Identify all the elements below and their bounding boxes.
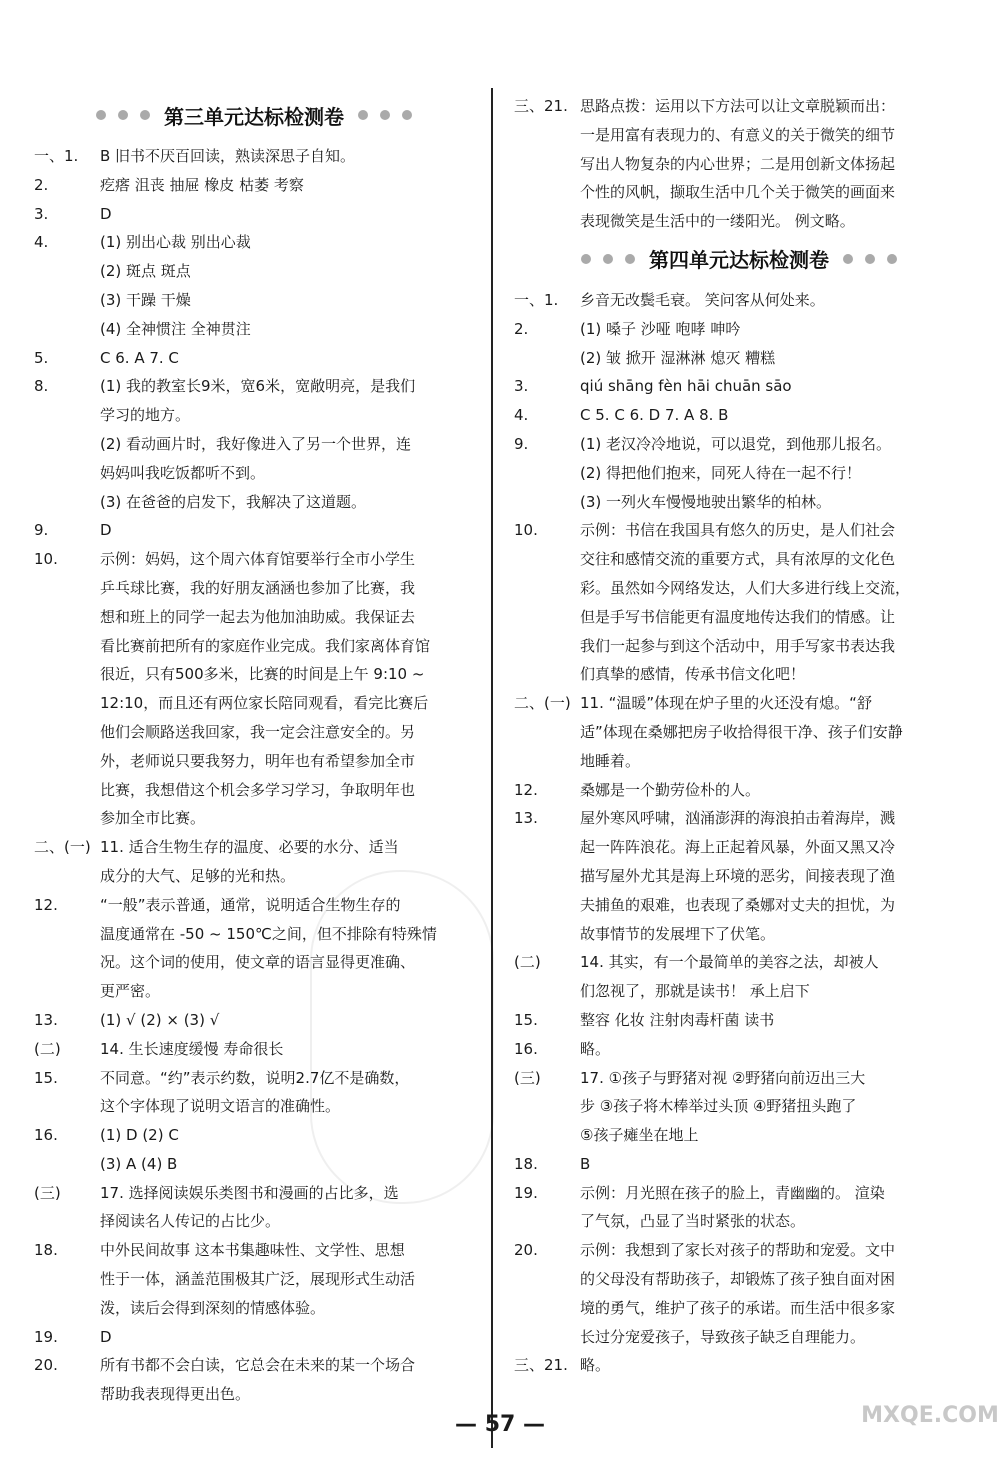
item-number: 10. <box>514 521 538 540</box>
answer-line <box>514 603 964 632</box>
answer-line <box>34 286 474 315</box>
answer-text: 择阅读名人传记的占比少。 <box>100 1212 281 1231</box>
answer-text: “一般”表示普通，通常，说明适合生物生存的 <box>100 895 401 914</box>
answer-list <box>34 142 474 1409</box>
answer-line <box>34 776 474 805</box>
answer-text: 性于一体，涵盖范围极其广泛，展现形式生动活 <box>100 1270 416 1289</box>
answer-text: 步 ③孩子将木棒举过头顶 ④野猪扭头跑了 <box>580 1097 857 1116</box>
item-number: 18. <box>514 1154 538 1173</box>
answer-text: 学习的地方。 <box>100 406 191 425</box>
answer-text: 14. 生长速度缓慢 寿命很长 <box>100 1039 284 1058</box>
answer-line <box>34 920 474 949</box>
left-column <box>34 92 474 1409</box>
answer-line <box>514 1351 964 1380</box>
answer-text: 12:10，而且还有两位家长陪同观看，看完比赛后 <box>100 694 429 713</box>
answer-text: (2) 看动画片时，我好像进入了另一个世界，连 <box>100 434 412 453</box>
answer-text: 但是手写书信能更有温度地传达我们的情感。让 <box>580 607 896 626</box>
answer-line <box>514 121 964 150</box>
answer-text: 参加全市比赛。 <box>100 809 206 828</box>
item-number: 9. <box>34 521 49 540</box>
answer-text: 写出人物复杂的内心世界；二是用创新文体扬起 <box>580 154 896 173</box>
answer-text: 夫捕鱼的艰难，也表现了桑娜对丈夫的担忧，为 <box>580 895 896 914</box>
title-dots-right <box>843 254 897 264</box>
answer-text: (1) 嗓子 沙哑 咆哮 呻吟 <box>580 319 741 338</box>
answer-line <box>514 372 964 401</box>
answer-text: 很近，只有500多米，比赛的时间是上午 9:10 ~ <box>100 665 425 684</box>
answer-text: 整容 化妆 注射肉毒杆菌 读书 <box>580 1010 775 1029</box>
answer-line <box>514 401 964 430</box>
answer-text: ⑤孩子瘫坐在地上 <box>580 1126 699 1145</box>
answer-line <box>514 488 964 517</box>
section-title <box>34 94 474 136</box>
answer-line <box>514 1265 964 1294</box>
answer-text: (1) √ (2) × (3) √ <box>100 1010 220 1029</box>
item-number: 4. <box>34 233 49 252</box>
answer-text: 故事情节的发展埋下了伏笔。 <box>580 924 776 943</box>
answer-text: 14. 其实，有一个最简单的美容之法，却被人 <box>580 953 879 972</box>
answer-text: 11. “温暖”体现在炉子里的火还没有熄。“舒 <box>580 694 872 713</box>
answer-text: 思路点拨：运用以下方法可以让文章脱颖而出： <box>580 97 896 115</box>
answer-text: 乒乓球比赛，我的好朋友涵涵也参加了比赛，我 <box>100 578 416 597</box>
answer-text: 况。这个词的使用，使文章的语言显得更准确、 <box>100 953 416 972</box>
answer-line <box>34 1351 474 1380</box>
answer-text: 彩。虽然如今网络发达，人们大多进行线上交流， <box>580 578 911 597</box>
item-number: 一、1. <box>514 290 559 309</box>
answer-line <box>514 1207 964 1236</box>
answer-line <box>34 430 474 459</box>
item-number: (三) <box>514 1068 541 1087</box>
answer-text: 看比赛前把所有的家庭作业完成。我们家离体育馆 <box>100 636 431 655</box>
answer-line <box>34 1150 474 1179</box>
answer-line <box>514 1236 964 1265</box>
answer-text: 他们会顺路送我回家，我一定会注意安全的。另 <box>100 722 416 741</box>
item-number: 16. <box>34 1126 58 1145</box>
item-number: 19. <box>34 1327 58 1346</box>
answer-text: 11. 适合生物生存的温度、必要的水分、适当 <box>100 838 399 857</box>
answer-line <box>514 516 964 545</box>
answer-line <box>34 1380 474 1409</box>
item-number: 三、21. <box>514 1356 568 1375</box>
item-number: 8. <box>34 377 49 396</box>
answer-line <box>34 977 474 1006</box>
answer-text: 个性的风帆，撷取生活中几个关于微笑的画面来 <box>580 183 896 202</box>
answer-line <box>34 747 474 776</box>
answer-line <box>514 689 964 718</box>
answer-line <box>514 459 964 488</box>
answer-text: B <box>580 1154 591 1173</box>
answer-line <box>34 401 474 430</box>
answer-text: 成分的大气、足够的光和热。 <box>100 866 296 885</box>
item-number: 9. <box>514 434 529 453</box>
answer-line <box>34 804 474 833</box>
unit3-title: 第三单元达标检测卷 <box>164 104 344 129</box>
answer-line <box>34 315 474 344</box>
answer-line <box>34 603 474 632</box>
answer-line <box>34 1265 474 1294</box>
answer-line <box>34 372 474 401</box>
answer-line <box>34 1179 474 1208</box>
answer-line <box>514 1064 964 1093</box>
answer-text: 这个字体现了说明文语言的准确性。 <box>100 1097 341 1116</box>
answer-line <box>34 1294 474 1323</box>
answer-text: 妈妈叫我吃饭都听不到。 <box>100 463 266 482</box>
answer-line <box>34 689 474 718</box>
answer-text: 们忽视了，那就是读书！ 承上启下 <box>580 982 810 1001</box>
answer-text: 示例：我想到了家长对孩子的帮助和宠爱。文中 <box>580 1241 896 1260</box>
answer-text: 17. 选择阅读娱乐类图书和漫画的占比多，选 <box>100 1183 399 1202</box>
answer-text: 乡音无改鬓毛衰。 笑问客从何处来。 <box>580 290 825 309</box>
item-number: 20. <box>34 1356 58 1375</box>
answer-line <box>34 948 474 977</box>
watermark-logo: MXQE.COM <box>861 1403 999 1428</box>
answer-line <box>514 430 964 459</box>
answer-line <box>34 660 474 689</box>
answer-text: 所有书都不会白读，它总会在未来的某一个场合 <box>100 1356 416 1375</box>
answer-text: D <box>100 1327 112 1346</box>
answer-line <box>34 200 474 229</box>
answer-line <box>514 920 964 949</box>
answer-text: 了气氛，凸显了当时紧张的状态。 <box>580 1212 806 1231</box>
answer-text: 17. ①孩子与野猪对视 ②野猪向前迈出三大 <box>580 1068 866 1087</box>
unit4-title: 第四单元达标检测卷 <box>649 248 829 273</box>
answer-line <box>514 977 964 1006</box>
answer-text: (1) 别出心裁 别出心裁 <box>100 233 251 252</box>
answer-line <box>514 92 964 121</box>
answer-line <box>34 1006 474 1035</box>
answer-text: 我们一起参与到这个活动中，用手写家书表达我 <box>580 636 896 655</box>
answer-line <box>514 1179 964 1208</box>
answer-line <box>34 516 474 545</box>
answer-line <box>34 718 474 747</box>
item-number: 4. <box>514 406 529 425</box>
answer-line <box>514 1092 964 1121</box>
answer-text: D <box>100 521 112 540</box>
answer-line <box>514 718 964 747</box>
answer-text: 一是用富有表现力的、有意义的关于微笑的细节 <box>580 125 896 144</box>
answer-line <box>514 948 964 977</box>
answer-text: (2) 得把他们抱来，同死人待在一起不行！ <box>580 463 862 482</box>
answer-line <box>514 1294 964 1323</box>
item-number: 3. <box>514 377 529 396</box>
answer-line <box>34 257 474 286</box>
item-number: 20. <box>514 1241 538 1260</box>
answer-text: 示例：妈妈，这个周六体育馆要举行全市小学生 <box>100 550 416 569</box>
item-number: 15. <box>514 1010 538 1029</box>
item-number: 3. <box>34 204 49 223</box>
answer-line <box>514 833 964 862</box>
answer-text: 适”体现在桑娜把房子收拾得很干净、孩子们安静 <box>580 722 903 741</box>
item-number: 13. <box>514 809 538 828</box>
item-number: 13. <box>34 1010 58 1029</box>
answer-text: 中外民间故事 这本书集趣味性、文学性、思想 <box>100 1241 405 1260</box>
answer-text: 起一阵阵浪花。海上正起着风暴，外面又黑又冷 <box>580 838 896 857</box>
item-number: 一、1. <box>34 147 79 165</box>
item-number: 15. <box>34 1068 58 1087</box>
answer-line <box>34 228 474 257</box>
answer-text: 交往和感情交流的重要方式，具有浓厚的文化色 <box>580 550 896 569</box>
answer-text: (1) 我的教室长9米，宽6米，宽敞明亮，是我们 <box>100 377 416 396</box>
answer-text: 略。 <box>580 1039 611 1058</box>
column-divider <box>491 88 493 1448</box>
item-number: 12. <box>514 780 538 799</box>
answer-line <box>514 891 964 920</box>
answer-line <box>514 1150 964 1179</box>
answer-text: D <box>100 204 112 223</box>
answer-text: (3) 一列火车慢慢地驶出繁华的柏林。 <box>580 492 832 511</box>
answer-text: 不同意。“约”表示约数，说明2.7亿不是确数， <box>100 1068 410 1087</box>
item-number: 三、21. <box>514 97 568 115</box>
answer-list-top <box>514 92 964 236</box>
answer-text: (3) 干躁 干燥 <box>100 290 191 309</box>
answer-line <box>514 315 964 344</box>
answer-line <box>34 142 474 171</box>
answer-line <box>34 862 474 891</box>
item-number: (三) <box>34 1183 61 1202</box>
answer-line <box>514 1323 964 1352</box>
answer-line <box>34 1207 474 1236</box>
item-number: 18. <box>34 1241 58 1260</box>
answer-line <box>514 344 964 373</box>
answer-line <box>514 804 964 833</box>
answer-text: 的父母没有帮助孩子，却锻炼了孩子独自面对困 <box>580 1270 896 1289</box>
answer-text: (3) A (4) B <box>100 1154 178 1173</box>
title-dots-right <box>358 110 412 120</box>
item-number: 二、(一) <box>514 694 571 713</box>
answer-text: B 旧书不厌百回读，熟读深思子自知。 <box>100 147 356 165</box>
answer-line <box>34 1092 474 1121</box>
answer-text: C 6. A 7. C <box>100 348 179 367</box>
answer-line <box>514 1035 964 1064</box>
item-number: 2. <box>34 175 49 194</box>
answer-line <box>34 574 474 603</box>
answer-text: 示例：书信在我国具有悠久的历史，是人们社会 <box>580 521 896 540</box>
answer-line <box>514 776 964 805</box>
item-number: (二) <box>34 1039 61 1058</box>
answer-line <box>34 1064 474 1093</box>
item-number: 16. <box>514 1039 538 1058</box>
right-column <box>514 92 964 1380</box>
answer-line <box>34 344 474 373</box>
item-number: (二) <box>514 953 541 972</box>
answer-line <box>34 488 474 517</box>
item-number: 12. <box>34 895 58 914</box>
answer-line <box>514 207 964 236</box>
answer-text: (3) 在爸爸的启发下，我解决了这道题。 <box>100 492 367 511</box>
answer-line <box>514 862 964 891</box>
answer-text: 地睡着。 <box>580 751 641 770</box>
answer-line <box>514 747 964 776</box>
answer-text: 桑娜是一个勤劳俭朴的人。 <box>580 780 761 799</box>
answer-line <box>34 833 474 862</box>
answer-text: 表现微笑是生活中的一缕阳光。 例文略。 <box>580 212 855 231</box>
answer-text: 境的勇气，维护了孩子的承诺。而生活中很多家 <box>580 1298 896 1317</box>
answer-line <box>514 1006 964 1035</box>
answer-text: (4) 全神惯注 全神贯注 <box>100 319 251 338</box>
answer-line <box>34 632 474 661</box>
item-number: 5. <box>34 348 49 367</box>
answer-text: 屋外寒风呼啸，汹涌澎湃的海浪拍击着海岸，溅 <box>580 809 896 828</box>
answer-text: 描写屋外尤其是海上环境的恶劣，间接表现了渔 <box>580 866 896 885</box>
answer-text: (2) 斑点 斑点 <box>100 262 191 281</box>
answer-text: 疙瘩 沮丧 抽屉 橡皮 枯萎 考察 <box>100 175 304 194</box>
section-title <box>514 238 964 280</box>
answer-line <box>514 286 964 315</box>
answer-line <box>514 574 964 603</box>
title-dots-left <box>96 110 150 120</box>
item-number: 二、(一) <box>34 838 91 857</box>
answer-text: 帮助我表现得更出色。 <box>100 1385 251 1404</box>
item-number: 2. <box>514 319 529 338</box>
answer-text: qiú shāng fèn hāi chuān sāo <box>580 377 792 396</box>
answer-line <box>514 178 964 207</box>
answer-line <box>34 1323 474 1352</box>
answer-text: 略。 <box>580 1356 611 1375</box>
answer-text: 更严密。 <box>100 982 161 1001</box>
answer-line <box>34 1035 474 1064</box>
answer-list <box>514 286 964 1380</box>
item-number: 19. <box>514 1183 538 1202</box>
answer-text: 外，老师说只要我努力，明年也有希望参加全市 <box>100 751 416 770</box>
answer-line <box>514 660 964 689</box>
answer-text: (2) 皱 掀开 湿淋淋 熄灭 糟糕 <box>580 348 776 367</box>
answer-line <box>514 632 964 661</box>
answer-line <box>34 891 474 920</box>
answer-line <box>34 1121 474 1150</box>
title-dots-left <box>581 254 635 264</box>
answer-text: (1) D (2) C <box>100 1126 179 1145</box>
answer-text: 们真挚的感情，传承书信文化吧！ <box>580 665 806 684</box>
answer-text: (1) 老汉冷冷地说，可以退党，到他那儿报名。 <box>580 434 892 453</box>
answer-line <box>34 1236 474 1265</box>
answer-text: 想和班上的同学一起去为他加油助威。我保证去 <box>100 607 416 626</box>
answer-text: 温度通常在 -50 ~ 150℃之间，但不排除有特殊情 <box>100 924 437 943</box>
page-number: — 57 — <box>455 1412 545 1437</box>
answer-text: 长过分宠爱孩子，导致孩子缺乏自理能力。 <box>580 1327 866 1346</box>
answer-text: 示例：月光照在孩子的脸上，青幽幽的。 渲染 <box>580 1183 885 1202</box>
answer-line <box>34 171 474 200</box>
answer-line <box>514 545 964 574</box>
item-number: 10. <box>34 550 58 569</box>
answer-text: 比赛，我想借这个机会多学习学习，争取明年也 <box>100 780 416 799</box>
answer-line <box>514 1121 964 1150</box>
answer-text: 泼，读后会得到深刻的情感体验。 <box>100 1298 326 1317</box>
answer-line <box>34 459 474 488</box>
answer-line <box>34 545 474 574</box>
answer-text: C 5. C 6. D 7. A 8. B <box>580 406 729 425</box>
answer-line <box>514 150 964 179</box>
